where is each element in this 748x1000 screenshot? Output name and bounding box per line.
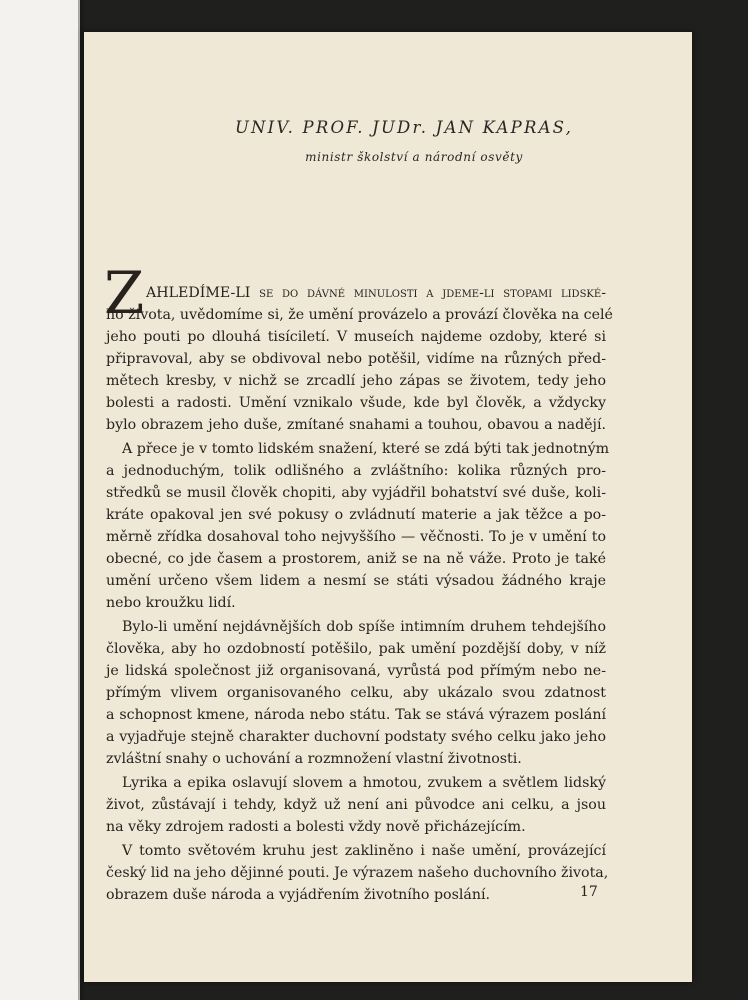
text-line: český lid na jeho dějinné pouti. Je výrazem našeho duchovního života, [106,865,609,881]
text-line: Bylo-li umění nejdávnějších dob spíše intimním druhem tehdejšího [122,619,606,635]
text-line: a jednoduchým, tolik odlišného a zvláštního: kolika různých pro- [106,463,606,479]
author-name: UNIV. PROF. JUDr. JAN KAPRAS, [234,118,574,137]
text-line: AHLEDÍME-LI se do dávné minulosti a jdeme-li stopami lidské- [146,285,606,301]
drop-cap: Z [104,259,145,327]
text-line: umění určeno všem lidem a nesmí se státi výsadou žádného kraje [106,573,606,589]
left-page-edge [0,0,80,1000]
text-line: ho života, uvědomíme si, že umění provázelo a provází člověka na celé [106,307,613,323]
text-line: člověka, aby ho ozdobností potěšilo, pak umění pozdější doby, v níž [106,641,606,657]
text-line: jeho pouti po dlouhá tisíciletí. V museích najdeme ozdoby, které si [106,329,606,345]
text-line: obrazem duše národa a vyjádřením životního poslání. [106,887,491,903]
text-line: kráte opakoval jen své pokusy o zvládnutí materie a jak těžce a po- [106,507,606,523]
text-line: měrně zřídka dosahoval toho nejvyššího — věčnosti. To je v umění to [106,529,606,545]
book-page [84,32,692,982]
text-line: nebo kroužku lidí. [106,595,236,611]
text-line: středků se musil člověk chopiti, aby vyjádřil bohatství své duše, koli- [106,485,606,501]
text-line: a schopnost kmene, národa nebo státu. Tak se stává výrazem poslání [106,707,606,723]
author-role: ministr školství a národní osvěty [305,150,523,164]
text-line: je lidská společnost již organisovaná, vyrůstá pod přímým nebo ne- [106,663,606,679]
text-line: obecné, co jde časem a prostorem, aniž se na ně váže. Proto je také [106,551,606,567]
text-line: a vyjadřuje stejně charakter duchovní podstaty svého celku jako jeho [106,729,606,745]
text-line: mětech kresby, v nichž se zrcadlí jeho zápas se životem, tedy jeho [106,373,606,389]
text-line: bylo obrazem jeho duše, zmítané snahami a touhou, obavou a nadějí. [106,417,606,433]
text-line: život, zůstávají i tehdy, když už není ani původce ani celku, a jsou [106,797,606,813]
text-line: připravoval, aby se obdivoval nebo potěšil, vidíme na různých před- [106,351,606,367]
text-line: bolesti a radosti. Umění vznikalo všude, kde byl člověk, a vždycky [106,395,606,411]
text-line: přímým vlivem organisovaného celku, aby ukázalo svou zdatnost [106,685,606,701]
text-line: zvláštní snahy o uchování a rozmnožení vlastní životnosti. [106,751,522,767]
text-line: na věky zdrojem radosti a bolesti vždy nově přicházejícím. [106,819,526,835]
text-line: V tomto světovém kruhu jest zakliněno i naše umění, provázející [122,843,606,859]
page-number: 17 [580,884,598,900]
text-line: Lyrika a epika oslavují slovem a hmotou, zvukem a světlem lidský [122,775,606,791]
text-line: A přece je v tomto lidském snažení, které se zdá býti tak jednotným [122,441,610,457]
